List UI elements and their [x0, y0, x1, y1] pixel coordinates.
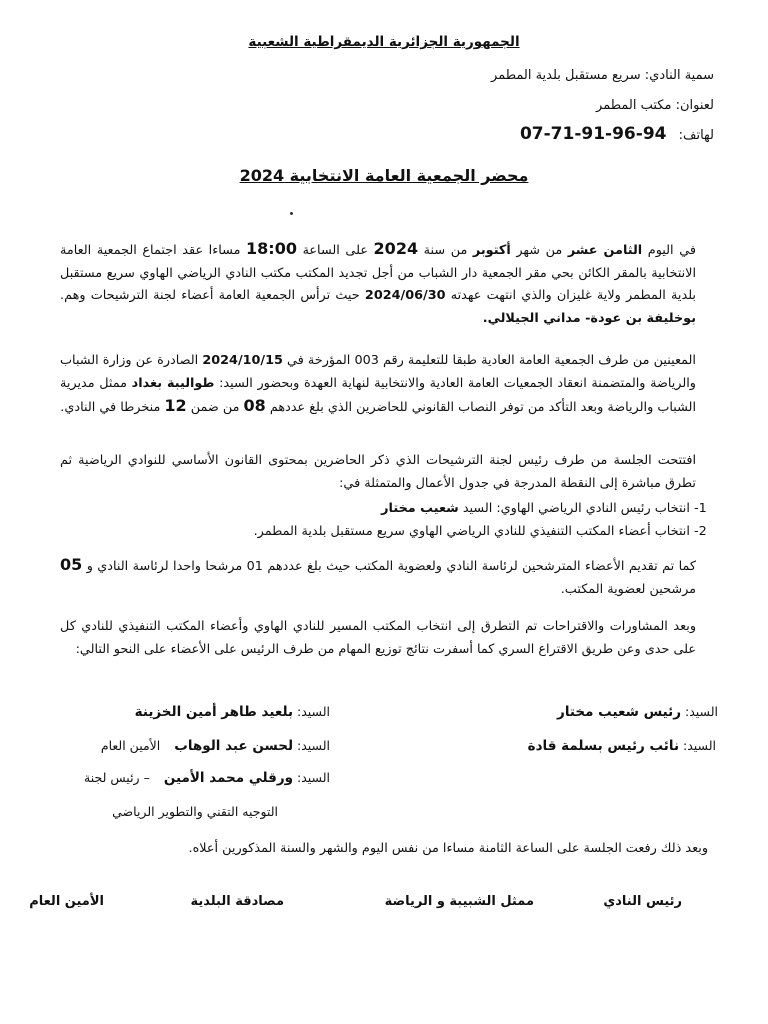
member-label: السيد:	[685, 704, 718, 719]
address-line	[596, 98, 714, 113]
p2-text-2: الصادرة عن وزارة الشباب والرياضة والمتضمنة انعقاد الجمعيات العامة العادية والانتخابية لنهاية العهدة وبحضور السيد:	[60, 353, 696, 391]
p4-candidates-count: 05	[60, 555, 83, 574]
member-name: لحسن عبد الوهاب	[174, 738, 294, 754]
address-label: لعنوان:	[675, 98, 714, 113]
member-treasurer	[135, 704, 330, 720]
republic-heading: الجمهورية الجزائرية الديمقراطية الشعبية	[248, 34, 520, 50]
agenda-item-text: انتخاب أعضاء المكتب التنفيذي للنادي الرياضي الهاوي سريع مستقبل بلدية المطمر.	[253, 523, 690, 539]
p2-text-5: منخرطا في النادي.	[60, 400, 161, 415]
p1-text-3: من سنة	[423, 243, 468, 258]
p1-committee-members: بوخليفة بن عودة- مداني الجيلالي.	[482, 310, 696, 326]
agenda-list	[60, 498, 718, 543]
p1-text-2: من شهر	[516, 243, 563, 258]
phone-number: 07-71-91-96-94	[519, 124, 667, 144]
phone-line	[520, 124, 714, 144]
member-name: بلعيد طاهر أمين الخزينة	[134, 704, 294, 720]
p4-text-1: كما تم تقديم الأعضاء المترشحين لرئاسة النادي ولعضوية المكتب حيث بلغ عددهم 01 مرشحا واحدا لرئاسة النادي و	[86, 559, 696, 574]
p2-rep-name: طواليبة بغداد	[131, 375, 215, 391]
signature-row	[0, 894, 768, 918]
p4-text-2: مرشحين لعضوية المكتب.	[560, 581, 696, 597]
paragraph-opening	[60, 238, 696, 330]
agenda-item-number: -1	[694, 501, 707, 516]
ink-dot	[290, 212, 293, 215]
agenda-item	[60, 521, 718, 544]
document-title: محضر الجمعية العامة الانتخابية 2024	[239, 166, 529, 185]
member-role: – رئيس لجنة	[84, 770, 150, 785]
club-name-line	[491, 68, 714, 83]
p1-text-5: مساءا عقد اجتماع الجمعية العامة الانتخابية بالمقر الكائن بحي مقر الجمعية دار الشباب من أجل تجديد المكتب مكتب النادي الرياضي الهاوي سريع مستقبل بلدية المطمر ولاية غليزان والذي انتهت عهدته	[60, 243, 696, 303]
p2-total-count: 12	[164, 396, 187, 415]
paragraph-closing: وبعد ذلك رفعت الجلسة على الساعة الثامنة مساءا من نفس اليوم والشهر والسنة المذكورين أعلاه.	[188, 841, 708, 856]
p1-day: الثامن عشر	[567, 243, 643, 258]
p1-text-4: على الساعة	[302, 243, 368, 258]
paragraph-session-opening: افتتحت الجلسة من طرف رئيس لجنة الترشيحات الذي ذكر الحاضرين بمحتوى القانون الأساسي للنوادي الرياضية ثم تطرق مباشرة إلى النقطة المدرجة في جدول الأعمال والمتمثلة في:	[60, 453, 696, 491]
member-label: السيد:	[297, 770, 330, 785]
agenda-item	[60, 498, 718, 521]
member-name: نائب رئيس بسلمة قادة	[527, 738, 680, 754]
p1-month: أكتوبر	[472, 243, 511, 258]
club-name-value: سريع مستقبل بلدية المطمر	[491, 68, 641, 83]
p1-text-6: حيث ترأس الجمعية العامة أعضاء لجنة الترشيحات وهم.	[60, 288, 360, 303]
paragraph-committee	[60, 350, 696, 420]
address-value: مكتب المطمر	[596, 98, 672, 113]
signature-youth-rep: ممثل الشبيبة و الرياضة	[384, 894, 534, 909]
signature-municipality: مصادقة البلدية	[190, 894, 284, 909]
member-technical-committee	[84, 770, 330, 786]
p2-text-4: من ضمن	[190, 400, 240, 415]
member-label: السيد:	[297, 704, 330, 719]
signature-president: رئيس النادي	[603, 894, 682, 909]
member-label: السيد:	[297, 738, 330, 753]
p2-present-count: 08	[243, 396, 266, 415]
club-name-label: سمية النادي:	[644, 68, 714, 83]
member-role: الأمين العام	[100, 738, 161, 753]
member-vice-president	[528, 738, 716, 754]
agenda-item-number: -2	[694, 523, 707, 539]
member-secretary	[101, 738, 330, 754]
p2-text-1: المعينين من طرف الجمعية العامة العادية طبقا للتعليمة رقم 003 المؤرخة في	[287, 353, 696, 368]
phone-label: لهاتف:	[678, 128, 714, 143]
paragraph-candidates	[60, 554, 696, 601]
member-name: ورقلي محمد الأمين	[163, 770, 294, 786]
p1-year: 2024	[373, 239, 419, 258]
member-name: رئيس شعيب مختار	[557, 704, 682, 720]
agenda-item-name: شعيب مختار	[381, 501, 459, 516]
member-technical-committee-role: التوجيه التقني والتطوير الرياضي	[112, 804, 278, 819]
p1-text-1: في اليوم	[647, 243, 696, 258]
member-president	[557, 704, 718, 720]
p2-text-3: ممثل مديرية الشباب والرياضة وبعد التأكد من توفر النصاب القانوني للحاضرين الذي بلغ عددهم	[60, 375, 696, 415]
signature-secretary: الأمين العام	[29, 894, 104, 909]
paragraph-elections: وبعد المشاورات والاقتراحات تم التطرق إلى انتخاب المكتب المسير للنادي الهاوي وأعضاء المكتب التنفيذي للنادي كل على حدى وعن طريق الاقتراع السري كما أسفرت نتائج توزيع المهام من طرف الرئيس على الأعضاء على النحو التالي:	[60, 619, 696, 657]
p1-end-date: 2024/06/30	[364, 288, 446, 303]
p2-date: 2024/10/15	[202, 353, 283, 368]
member-label: السيد:	[683, 738, 716, 753]
p1-time: 18:00	[246, 239, 297, 258]
agenda-item-text: انتخاب رئيس النادي الرياضي الهاوي: السيد	[462, 501, 690, 516]
